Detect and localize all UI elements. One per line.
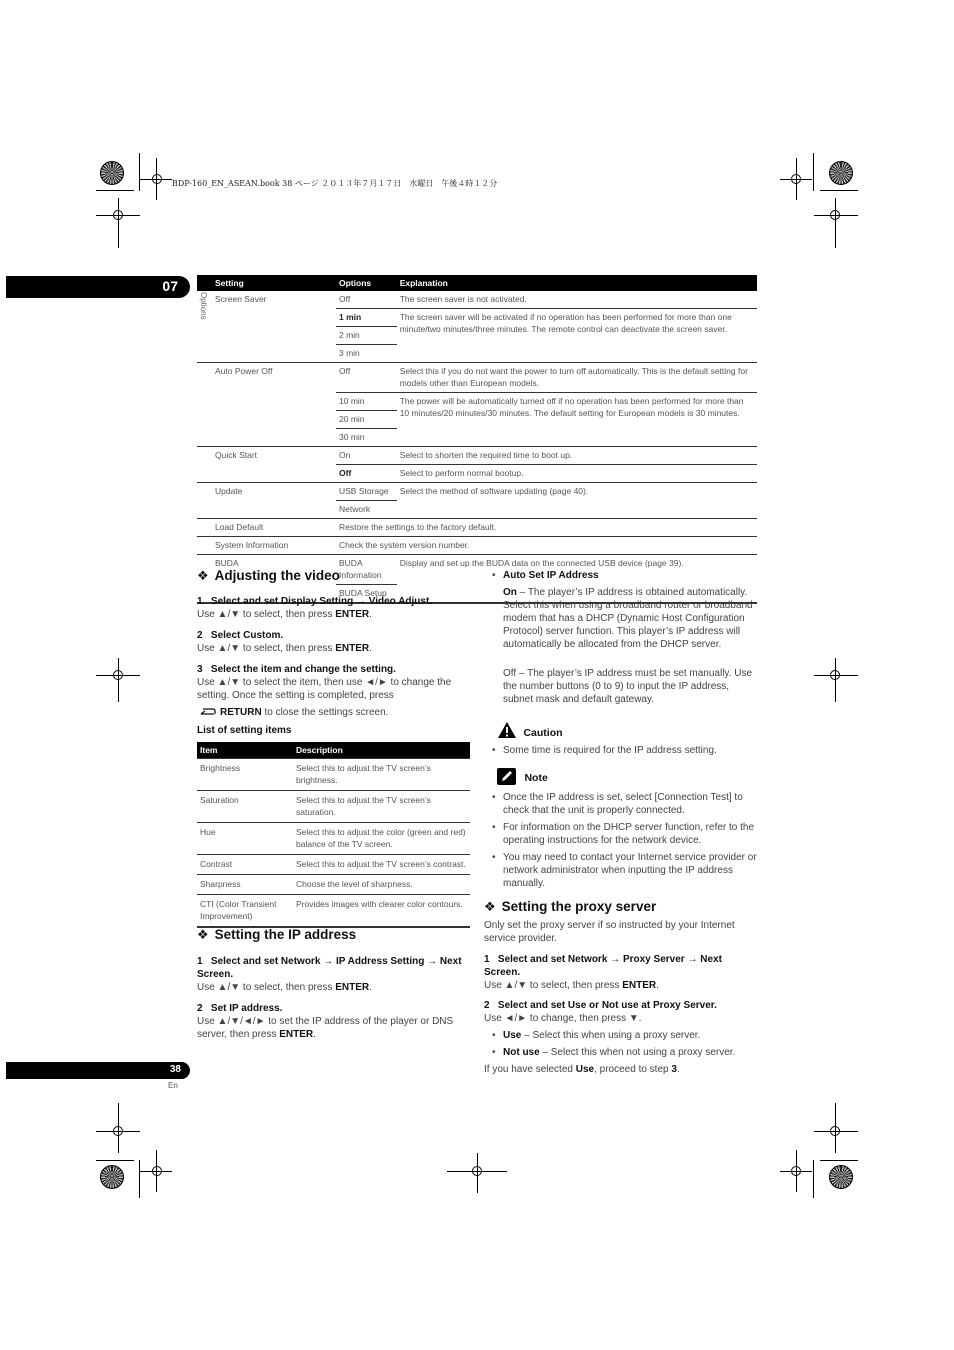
table-row xyxy=(197,791,470,823)
chapter-side-label: Options xyxy=(199,292,208,320)
table-row xyxy=(197,519,757,537)
option-cell: 1 min xyxy=(336,309,397,327)
registration-circle-icon xyxy=(791,174,801,184)
col-header-options: Options xyxy=(336,275,397,291)
description-cell: Choose the level of sharpness. xyxy=(293,875,470,895)
col-header-explanation: Explanation xyxy=(397,275,757,291)
section-heading-ip: ❖ Setting the IP address xyxy=(197,927,357,942)
description-cell: Select this to adjust the TV screen’s contrast. xyxy=(293,855,470,875)
table-row xyxy=(197,291,757,309)
proxy-step-2: 2 Select and set Use or Not use at Proxy Server. xyxy=(484,1000,717,1011)
proxy-step-2-instruction: Use ◄/► to change, then press ▼. xyxy=(484,1013,642,1024)
registration-circle-icon xyxy=(113,670,123,680)
description-cell: Select this to adjust the TV screen’s saturation. xyxy=(293,791,470,823)
video-step-3-instruction: Use ▲/▼ to select the item, then use ◄/► to change the setting. Once the setting is completed, press xyxy=(197,677,452,701)
item-cell: Contrast xyxy=(197,855,293,875)
explanation-cell: Select the method of software updating (page 40). xyxy=(397,483,757,519)
col-header-item: Item xyxy=(197,742,293,759)
table-row xyxy=(197,483,757,501)
option-cell: BUDA Information xyxy=(336,555,397,585)
option-cell: 10 min xyxy=(336,393,397,411)
ip-step-1-instruction: Use ▲/▼ to select, then press ENTER. xyxy=(197,982,372,993)
table-row xyxy=(197,895,470,928)
page-language: En xyxy=(168,1081,178,1090)
page-number: 38 xyxy=(169,1064,181,1075)
table-row xyxy=(197,875,470,895)
registration-circle-icon xyxy=(472,1166,482,1176)
option-cell: BUDA Setup xyxy=(336,585,397,604)
ip-step-1: 1 Select and set Network → IP Address Setting → Next Screen. xyxy=(197,956,462,980)
explanation-cell: The screen saver is not activated. xyxy=(399,294,527,304)
setting-auto-power-off: Auto Power Off xyxy=(197,363,336,447)
proxy-final-note: If you have selected Use, proceed to step 3. xyxy=(484,1064,680,1075)
chapter-number: 07 xyxy=(162,278,178,294)
auto-ip-off: Off – The player’s IP address must be set manually. Use the number buttons (0 to 9) to input the IP address, subnet mask and default gateway. xyxy=(503,668,753,705)
video-step-2: 2 Select Custom. xyxy=(197,630,284,641)
proxy-use-item: • Use – Select this when using a proxy server. xyxy=(492,1030,701,1041)
ip-step-2: 2 Set IP address. xyxy=(197,1003,283,1014)
option-cell: USB Storage xyxy=(336,483,397,501)
table-row xyxy=(197,823,470,855)
explanation-cell: Check the system version number. xyxy=(336,537,757,555)
note-pencil-icon xyxy=(497,768,516,785)
note-item: • For information on the DHCP server function, refer to the operating instructions for the network device. xyxy=(492,822,755,846)
registration-target-icon xyxy=(829,161,853,185)
explanation-cell: Display and set up the BUDA data on the connected USB device (page 39). xyxy=(397,555,757,604)
proxy-step-1: 1 Select and set Network → Proxy Server → Next Screen. xyxy=(484,954,722,978)
setting-system-information: System Information xyxy=(197,537,336,555)
explanation-cell: Select to shorten the required time to boot up. xyxy=(397,447,757,465)
registration-circle-icon xyxy=(791,1166,801,1176)
auto-ip-on: On – The player’s IP address is obtained automatically. Select this when using a broadband router or broadband modem that has a DHCP (Dynamic Host Configuration Protocol) server function. This player’s IP address will automatically be allocated from the DHCP server. xyxy=(503,587,753,650)
explanation-cell: The power will be automatically turned off if no operation has been performed for more than 10 minutes/20 minutes/30 minutes. The default setting for European models is 30 minutes. xyxy=(397,393,757,447)
item-cell: Hue xyxy=(197,823,293,855)
table-row xyxy=(197,537,757,555)
option-cell: 2 min xyxy=(336,327,397,345)
registration-target-icon xyxy=(100,1165,124,1189)
registration-circle-icon xyxy=(113,1126,123,1136)
explanation-cell: The screen saver will be activated if no operation has been performed for more than one minute/two minutes/three minutes. The remote control can deactivate the screen saver. xyxy=(397,309,757,363)
proxy-notuse-item: • Not use – Select this when not using a proxy server. xyxy=(492,1047,736,1058)
video-step-3: 3 Select the item and change the setting. xyxy=(197,664,396,675)
col-header-description: Description xyxy=(293,742,470,759)
registration-target-icon xyxy=(829,1165,853,1189)
description-cell: Select this to adjust the color (green and red) balance of the TV screen. xyxy=(293,823,470,855)
registration-circle-icon xyxy=(830,210,840,220)
section-heading-proxy: ❖ Setting the proxy server xyxy=(484,899,657,914)
registration-circle-icon xyxy=(830,1126,840,1136)
proxy-intro: Only set the proxy server if so instructed by your Internet service provider. xyxy=(484,920,735,944)
return-arrow-icon xyxy=(199,706,217,716)
auto-ip-bullet: • Auto Set IP Address xyxy=(492,570,599,581)
description-cell: Provides images with clearer color contours. xyxy=(293,895,470,928)
note-heading: Note xyxy=(497,768,548,786)
diamond-icon: ❖ xyxy=(484,899,496,914)
item-cell: CTI (Color Transient Improvement) xyxy=(197,895,293,928)
ip-step-2-instruction: Use ▲/▼/◄/► to set the IP address of the player or DNS server, then press ENTER. xyxy=(197,1016,454,1040)
setting-screen-saver: Screen Saver xyxy=(215,294,267,304)
caution-icon xyxy=(497,721,517,739)
table-row xyxy=(197,855,470,875)
video-step-2-instruction: Use ▲/▼ to select, then press ENTER. xyxy=(197,643,372,654)
video-step-1-instruction: Use ▲/▼ to select, then press ENTER. xyxy=(197,609,372,620)
description-cell: Select this to adjust the TV screen’s brightness. xyxy=(293,759,470,791)
registration-circle-icon xyxy=(113,210,123,220)
video-step-1: 1 Select and set Display Setting → Video Adjust. xyxy=(197,596,433,607)
explanation-cell: Select to perform normal bootup. xyxy=(397,465,757,483)
chapter-tab xyxy=(6,276,190,298)
item-cell: Saturation xyxy=(197,791,293,823)
option-cell: On xyxy=(336,447,397,465)
table-row xyxy=(197,759,470,791)
setting-update: Update xyxy=(197,483,336,519)
proxy-step-1-instruction: Use ▲/▼ to select, then press ENTER. xyxy=(484,980,659,991)
option-cell: Off xyxy=(336,363,397,393)
option-cell: Off xyxy=(336,465,397,483)
list-title: List of setting items xyxy=(197,725,292,736)
option-cell: Off xyxy=(339,294,351,304)
setting-load-default: Load Default xyxy=(197,519,336,537)
video-return-line: RETURN to close the settings screen. xyxy=(199,706,388,719)
video-items-header xyxy=(197,742,470,759)
table-row xyxy=(197,447,757,465)
explanation-cell: Select this if you do not want the power to turn off automatically. This is the default setting for models other than European models. xyxy=(397,363,757,393)
note-item: • You may need to contact your Internet service provider or network administrator when inputting the IP address manually. xyxy=(492,852,757,889)
item-cell: Sharpness xyxy=(197,875,293,895)
item-cell: Brightness xyxy=(197,759,293,791)
print-file-header: BDP-160_EN_ASEAN.book 38 ページ ２０１３年７月１７日 水曜日 午後４時１２分 xyxy=(172,179,498,188)
page-number-tab xyxy=(6,1062,190,1079)
setting-buda: BUDA xyxy=(197,555,336,604)
settings-table xyxy=(197,275,757,604)
diamond-icon: ❖ xyxy=(197,568,209,583)
caution-item: • Some time is required for the IP address setting. xyxy=(492,745,717,756)
registration-target-icon xyxy=(100,161,124,185)
setting-quick-start: Quick Start xyxy=(197,447,336,483)
option-cell: 20 min xyxy=(336,411,397,429)
registration-circle-icon xyxy=(152,174,162,184)
option-cell: Network xyxy=(336,501,397,519)
caution-heading: Caution xyxy=(497,721,563,741)
section-heading-video: ❖ Adjusting the video xyxy=(197,568,340,583)
video-items-table xyxy=(197,742,470,928)
option-cell: 30 min xyxy=(336,429,397,447)
settings-table-header xyxy=(197,275,757,291)
diamond-icon: ❖ xyxy=(197,927,209,942)
table-row xyxy=(197,363,757,393)
registration-circle-icon xyxy=(830,670,840,680)
option-cell: 3 min xyxy=(336,345,397,363)
registration-circle-icon xyxy=(152,1166,162,1176)
col-header-setting: Setting xyxy=(197,275,336,291)
explanation-cell: Restore the settings to the factory default. xyxy=(336,519,757,537)
note-item: • Once the IP address is set, select [Connection Test] to check that the unit is properly connected. xyxy=(492,792,743,816)
